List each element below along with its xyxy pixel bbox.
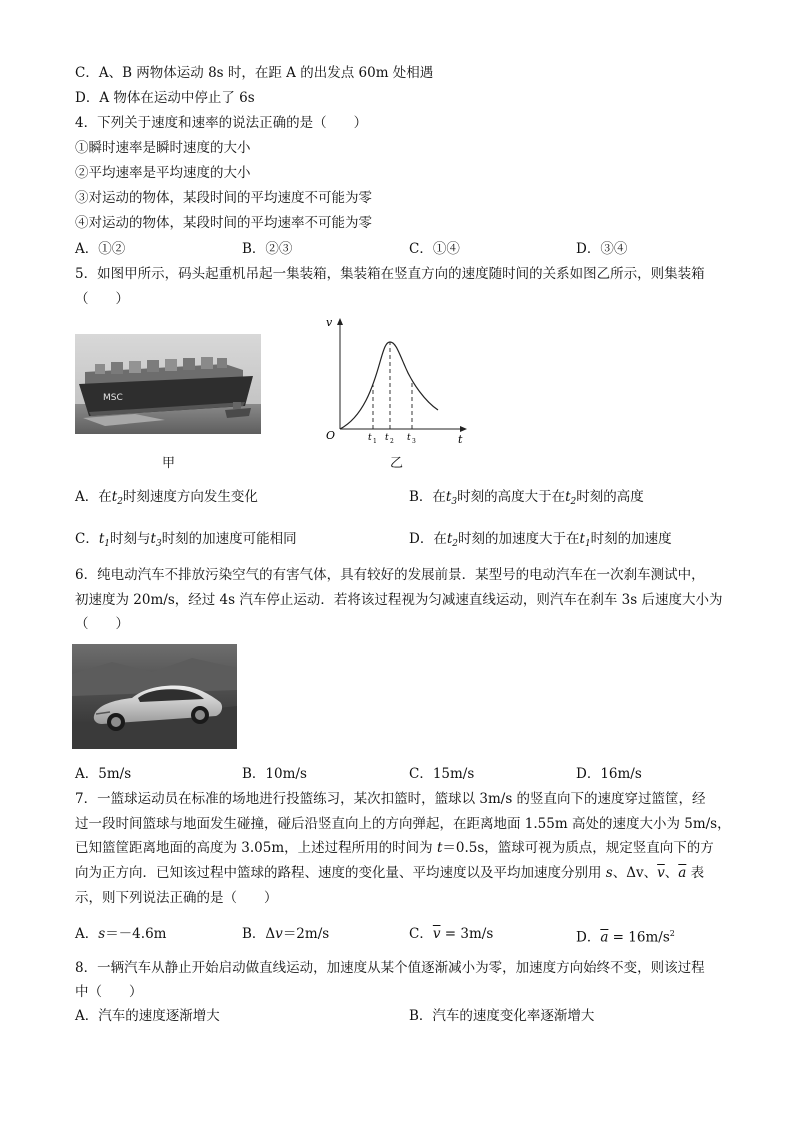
q5-option-c (75, 529, 297, 554)
q7-option-d (576, 924, 675, 948)
q7-l4-dv: 、Δv、 (612, 865, 658, 881)
q5-b-sub-1: 3 (451, 497, 458, 507)
q5-c-sub-1: 1 (104, 539, 111, 549)
q4-option-b: B．②③ (242, 241, 293, 257)
tick-label-t2: t (385, 433, 389, 443)
q5-c-sub-2: 3 (155, 539, 162, 549)
q5-d-text-2: 时刻的加速度大于在 (458, 531, 580, 547)
q4-statement-2: ②平均速率是平均速度的大小 (75, 165, 251, 181)
q5-a-var: t (111, 489, 118, 505)
q7-l4-sep: 、 (664, 865, 679, 881)
origin-label: O (326, 429, 336, 442)
q4-statement-4: ④对运动的物体，某段时间的平均速率不可能为零 (75, 215, 372, 231)
q4-option-a: A．①② (75, 241, 126, 257)
q7-c-var: $\overline{v}$ (432, 926, 441, 942)
q7-d-sup: 2 (669, 929, 675, 938)
q5-c-text-1: C． (75, 531, 99, 547)
axis-label-v: v (326, 316, 333, 329)
q7-l4-text-1: 向为正方向．已知该过程中篮球的路程、速度的变化量、平均速度以及平均加速度分别用 (75, 865, 606, 881)
q7-d-text-2: = 16m/s (608, 929, 670, 946)
q6-stem-line2: 初速度为 20m/s，经过 4s 汽车停止运动．若将该过程视为匀减速直线运动，则汽车在刹车 3s 后速度大小为 (75, 592, 723, 608)
q5-stem: 5．如图甲所示，码头起重机吊起一集装箱，集装箱在竖直方向的速度随时间的关系如图乙所示，则集装箱 (75, 266, 705, 282)
q6-option-b: B．10m/s (242, 766, 307, 782)
q7-l4-end: 表 (686, 865, 705, 881)
q5-a-sub: 2 (117, 497, 123, 507)
electric-car-photo (72, 644, 237, 749)
q7-b-text-2: ＝2m/s (282, 926, 330, 942)
q7-l4-vbar: $\overline{v}$ (657, 865, 665, 881)
q4-stem: 4．下列关于速度和速率的说法正确的是（ ） (75, 115, 368, 131)
q5-b-var-1: t (445, 489, 452, 505)
q7-b-text-1: B．Δ (242, 926, 276, 942)
q7-a-var: s (98, 926, 106, 942)
q7-stem-line4 (75, 863, 704, 883)
q5-b-text-3: 时刻的高度 (576, 489, 644, 505)
q6-stem-paren: （ ） (75, 616, 129, 632)
tick-sub-3: 3 (412, 438, 416, 445)
q7-l3-var: t (436, 840, 443, 856)
velocity-time-graph (318, 312, 468, 468)
q7-a-text-1: A． (75, 926, 99, 942)
q4-option-c: C．①④ (409, 241, 460, 257)
q7-d-var: $\overline{a}$ (600, 929, 609, 946)
q5-d-text-1: D．在 (409, 531, 447, 547)
q5-a-text-1: A．在 (75, 489, 112, 505)
q6-option-a: A．5m/s (75, 766, 132, 782)
q6-option-c: C．15m/s (409, 766, 475, 782)
q3-option-d: D．A 物体在运动中停止了 6s (75, 90, 255, 106)
q5-d-var-2: t (579, 531, 585, 547)
tick-sub-2: 2 (390, 438, 394, 445)
q7-option-b (242, 924, 329, 944)
q7-c-text-2: = 3m/s (440, 926, 494, 942)
tick-sub-1: 1 (373, 438, 377, 445)
q5-d-sub-1: 2 (452, 539, 458, 549)
q7-option-a (75, 924, 166, 944)
q5-b-sub-2: 2 (570, 497, 577, 507)
q5-b-text-2: 时刻的高度大于在 (457, 489, 566, 505)
q5-c-var-1: t (98, 531, 105, 547)
q7-stem-line5: 示，则下列说法正确的是（ ） (75, 890, 278, 906)
figure-caption-yi: 乙 (390, 456, 404, 471)
q7-a-text-2: ＝－4.6m (105, 926, 167, 942)
q6-stem-line1: 6．纯电动汽车不排放污染空气的有害气体，具有较好的发展前景．某型号的电动汽车在一次刹车测试中， (75, 567, 705, 583)
q7-l3-text-1: 已知篮筐距离地面的高度为 3.05m，上述过程所用的时间为 (75, 840, 437, 856)
q7-l3-text-2: ＝0.5s，篮球可视为质点，规定竖直向下的方 (442, 840, 714, 856)
q5-d-var-1: t (446, 531, 453, 547)
q7-stem-line3 (75, 838, 714, 858)
q5-c-var-2: t (150, 531, 156, 547)
axis-label-t: t (458, 433, 463, 446)
q5-d-text-3: 时刻的加速度 (590, 531, 672, 547)
q8-option-a: A．汽车的速度逐渐增大 (75, 1008, 220, 1024)
q4-option-d: D．③④ (576, 241, 628, 257)
q7-l4-abar: $\overline{a}$ (678, 865, 687, 881)
container-ship-photo (75, 334, 261, 434)
q7-b-var: v (275, 926, 283, 942)
q7-stem-line2: 过一段时间篮球与地面发生碰撞，碰后沿竖直向上的方向弹起，在距离地面 1.55m 高处的速度大小为 5m/s， (75, 816, 731, 832)
q7-stem-line1: 7．一篮球运动员在标准的场地进行投篮练习，某次扣篮时，篮球以 3m/s 的竖直向下的速度穿过篮筐，经 (75, 791, 706, 807)
ship-hull-text: MSC (103, 393, 123, 403)
q6-option-d: D．16m/s (576, 766, 642, 782)
tick-label-t1: t (368, 433, 372, 443)
q7-l4-s: s (605, 865, 613, 881)
q5-stem-paren: （ ） (75, 291, 129, 307)
q5-option-a (75, 487, 258, 512)
q5-c-text-2: 时刻与 (110, 531, 151, 547)
q4-statement-1: ①瞬时速率是瞬时速度的大小 (75, 140, 251, 156)
figure-caption-jia: 甲 (162, 456, 176, 471)
q5-option-d (409, 529, 672, 554)
q5-d-sub-2: 1 (584, 539, 591, 549)
q8-stem-line1: 8．一辆汽车从静止开始启动做直线运动，加速度从某个值逐渐减小为零，加速度方向始终不变，则该过程 (75, 960, 705, 976)
q7-d-text-1: D． (576, 929, 601, 946)
q5-c-text-3: 时刻的加速度可能相同 (161, 531, 297, 547)
q5-option-b (409, 487, 644, 512)
q4-statement-3: ③对运动的物体，某段时间的平均速度不可能为零 (75, 190, 372, 206)
q5-b-var-2: t (565, 489, 571, 505)
q8-option-b: B．汽车的速度变化率逐渐增大 (409, 1008, 595, 1024)
q7-c-text-1: C． (409, 926, 433, 942)
q5-b-text-1: B．在 (409, 489, 446, 505)
q8-stem-line2: 中（ ） (75, 984, 143, 1000)
q7-option-c (409, 924, 493, 944)
tick-label-t3: t (407, 433, 411, 443)
q5-a-text-2: 时刻速度方向发生变化 (122, 489, 258, 505)
q3-option-c: C．A、B 两物体运动 8s 时，在距 A 的出发点 60m 处相遇 (75, 65, 434, 81)
